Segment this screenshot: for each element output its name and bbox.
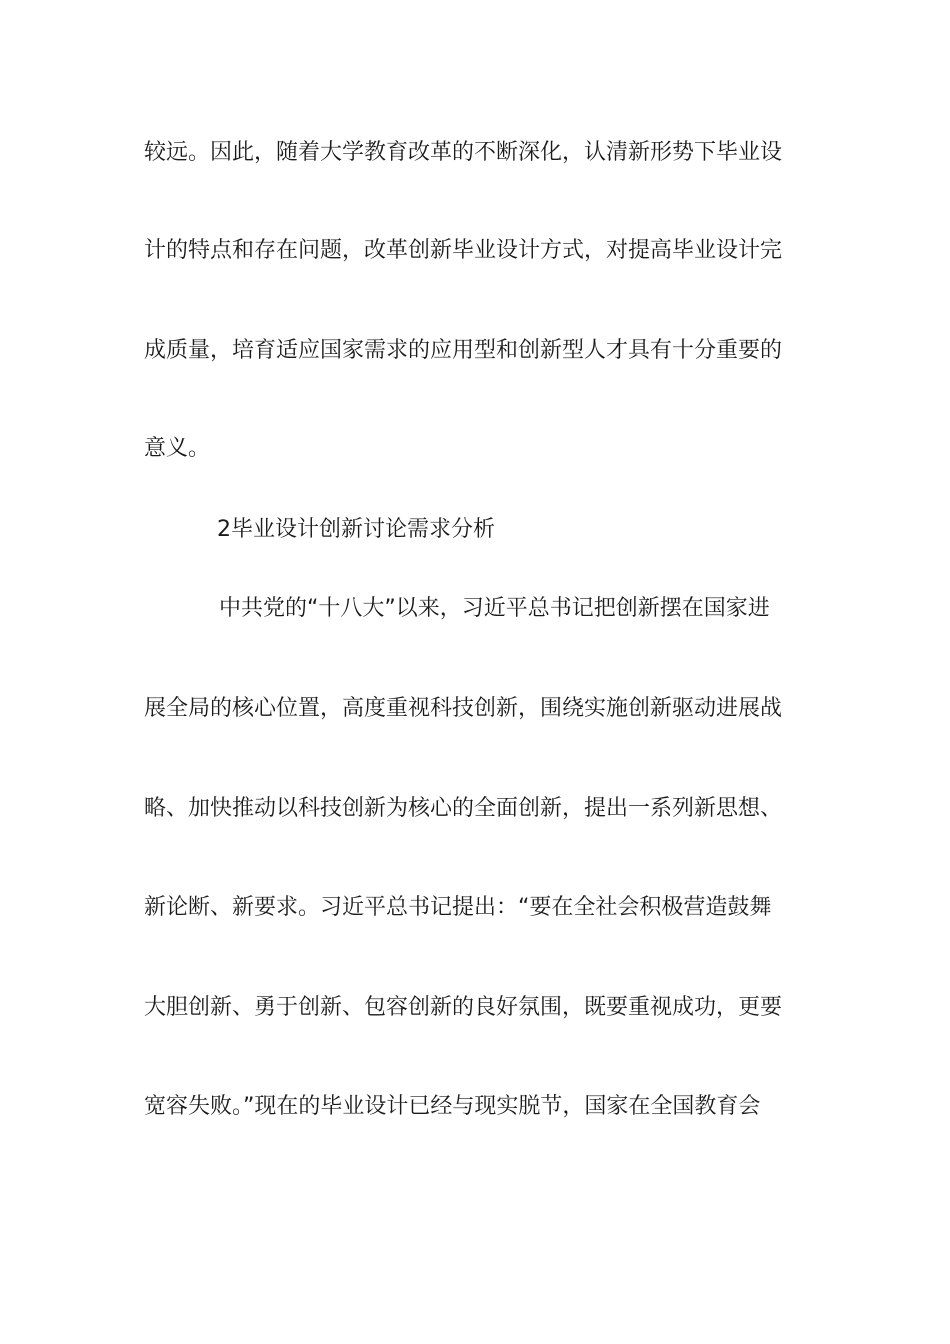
paragraph-1-line-3: 成质量，培育适应国家需求的应用型和创新型人才具有十分重要的: [144, 338, 783, 363]
paragraph-2-line-3: 略、加快推动以科技创新为核心的全面创新，提出一系列新思想、: [144, 796, 783, 821]
paragraph-2-line-1: 中共党的“十八大”以来，习近平总书记把创新摆在国家进: [219, 596, 770, 621]
paragraph-2-line-6: 宽容失败。”现在的毕业设计已经与现实脱节，国家在全国教育会: [144, 1094, 761, 1119]
paragraph-1-line-2: 计的特点和存在问题，改革创新毕业设计方式，对提高毕业设计完: [144, 238, 783, 263]
paragraph-2-line-2: 展全局的核心位置，高度重视科技创新，围绕实施创新驱动进展战: [144, 696, 783, 721]
paragraph-2-line-4: 新论断、新要求。习近平总书记提出：“要在全社会积极营造鼓舞: [144, 895, 772, 920]
paragraph-1-line-4: 意义。: [144, 436, 211, 461]
section-heading: 2毕业设计创新讨论需求分析: [217, 517, 495, 542]
paragraph-1-line-1: 较远。因此，随着大学教育改革的不断深化，认清新形势下毕业设: [144, 140, 783, 165]
paragraph-2-line-5: 大胆创新、勇于创新、包容创新的良好氛围，既要重视成功，更要: [144, 995, 783, 1020]
